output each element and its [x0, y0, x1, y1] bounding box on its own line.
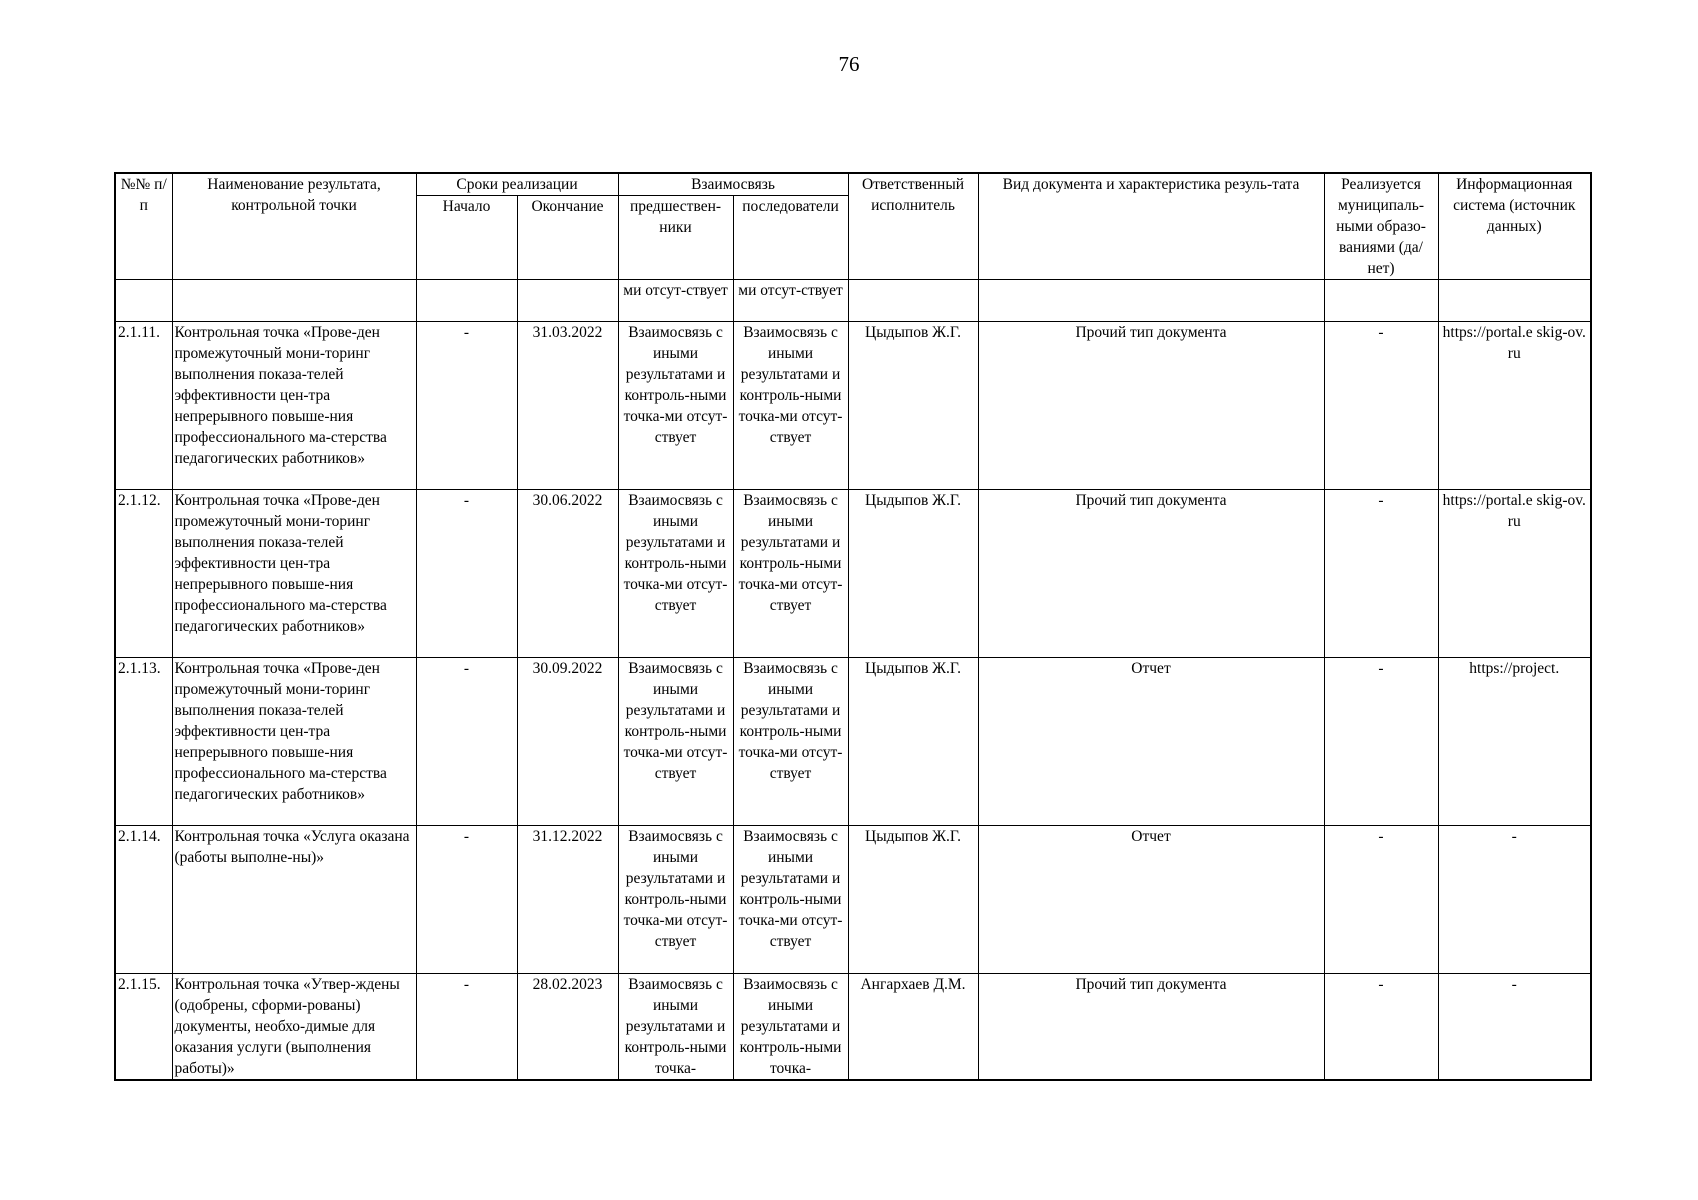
- header-terms: Сроки реализации: [416, 173, 618, 196]
- row-start: -: [416, 974, 517, 1081]
- row-name: Контрольная точка «Утвер-ждены (одобрены, сформи-рованы) документы, необхо-димые для оказания услуги (выполнения работы)»: [172, 974, 416, 1081]
- header-start: Начало: [416, 196, 517, 280]
- row-info-system: https://project.: [1438, 658, 1591, 826]
- row-doc-type: Прочий тип документа: [978, 322, 1324, 490]
- header-row-1: [115, 173, 1591, 196]
- table-row: [115, 658, 1591, 826]
- row-doc-type: Отчет: [978, 826, 1324, 974]
- row-num: 2.1.15.: [115, 974, 172, 1081]
- row-end: 30.06.2022: [517, 490, 618, 658]
- row-successors: Взаимосвязь с иными результатами и контроль-ными точка-ми отсут-ствует: [733, 490, 848, 658]
- row-successors: Взаимосвязь с иными результатами и контроль-ными точка-: [733, 974, 848, 1081]
- row-name: Контрольная точка «Прове-ден промежуточный мони-торинг выполнения показа-телей эффективности цен-тра непрерывного повыше-ния профессионального ма-стерства педагогических работников»: [172, 490, 416, 658]
- header-end: Окончание: [517, 196, 618, 280]
- header-responsible: Ответственный исполнитель: [848, 173, 978, 280]
- row-municipal: -: [1324, 826, 1438, 974]
- header-name: Наименование результата, контрольной точки: [172, 173, 416, 280]
- row-municipal: -: [1324, 658, 1438, 826]
- continuation-row: [115, 280, 1591, 322]
- page-number: 76: [838, 52, 860, 76]
- row-num: 2.1.13.: [115, 658, 172, 826]
- row-name: Контрольная точка «Услуга оказана (работы выполне-ны)»: [172, 826, 416, 974]
- row-predecessors: Взаимосвязь с иными результатами и контроль-ными точка-ми отсут-ствует: [618, 490, 733, 658]
- row-info-system: https://portal.e skig-ov.ru: [1438, 490, 1591, 658]
- row-responsible: Цыдыпов Ж.Г.: [848, 826, 978, 974]
- row-end: 30.09.2022: [517, 658, 618, 826]
- continuation-successors: ми отсут-ствует: [733, 280, 848, 322]
- row-municipal: -: [1324, 490, 1438, 658]
- row-end: 31.03.2022: [517, 322, 618, 490]
- row-successors: Взаимосвязь с иными результатами и контроль-ными точка-ми отсут-ствует: [733, 658, 848, 826]
- header-doc-type: Вид документа и характеристика резуль-тата: [978, 173, 1324, 280]
- row-info-system: -: [1438, 974, 1591, 1081]
- row-doc-type: Прочий тип документа: [978, 974, 1324, 1081]
- row-successors: Взаимосвязь с иными результатами и контроль-ными точка-ми отсут-ствует: [733, 322, 848, 490]
- header-num: №№ п/п: [115, 173, 172, 280]
- row-end: 28.02.2023: [517, 974, 618, 1081]
- table-row: [115, 490, 1591, 658]
- row-successors: Взаимосвязь с иными результатами и контроль-ными точка-ми отсут-ствует: [733, 826, 848, 974]
- continuation-predecessors: ми отсут-ствует: [618, 280, 733, 322]
- table-row: [115, 826, 1591, 974]
- row-info-system: https://portal.e skig-ov.ru: [1438, 322, 1591, 490]
- row-doc-type: Отчет: [978, 658, 1324, 826]
- row-num: 2.1.11.: [115, 322, 172, 490]
- row-start: -: [416, 490, 517, 658]
- row-predecessors: Взаимосвязь с иными результатами и контроль-ными точка-ми отсут-ствует: [618, 826, 733, 974]
- row-responsible: Ангархаев Д.М.: [848, 974, 978, 1081]
- row-start: -: [416, 322, 517, 490]
- row-num: 2.1.12.: [115, 490, 172, 658]
- header-info-system: Информационная система (источник данных): [1438, 173, 1591, 280]
- row-municipal: -: [1324, 974, 1438, 1081]
- row-responsible: Цыдыпов Ж.Г.: [848, 490, 978, 658]
- row-doc-type: Прочий тип документа: [978, 490, 1324, 658]
- row-info-system: -: [1438, 826, 1591, 974]
- row-name: Контрольная точка «Прове-ден промежуточный мони-торинг выполнения показа-телей эффективности цен-тра непрерывного повыше-ния профессионального ма-стерства педагогических работников»: [172, 658, 416, 826]
- header-predecessors: предшествен-ники: [618, 196, 733, 280]
- row-start: -: [416, 826, 517, 974]
- row-predecessors: Взаимосвязь с иными результатами и контроль-ными точка-ми отсут-ствует: [618, 322, 733, 490]
- table-row: [115, 974, 1591, 1081]
- header-relation: Взаимосвязь: [618, 173, 848, 196]
- header-successors: последователи: [733, 196, 848, 280]
- row-predecessors: Взаимосвязь с иными результатами и контроль-ными точка-ми отсут-ствует: [618, 658, 733, 826]
- row-municipal: -: [1324, 322, 1438, 490]
- row-responsible: Цыдыпов Ж.Г.: [848, 658, 978, 826]
- row-end: 31.12.2022: [517, 826, 618, 974]
- row-responsible: Цыдыпов Ж.Г.: [848, 322, 978, 490]
- row-name: Контрольная точка «Прове-ден промежуточный мони-торинг выполнения показа-телей эффективности цен-тра непрерывного повыше-ния профессионального ма-стерства педагогических работников»: [172, 322, 416, 490]
- results-table: [114, 172, 1592, 1081]
- row-num: 2.1.14.: [115, 826, 172, 974]
- header-municipal: Реализуется муниципаль-ными образо-ваниями (да/нет): [1324, 173, 1438, 280]
- row-start: -: [416, 658, 517, 826]
- row-predecessors: Взаимосвязь с иными результатами и контроль-ными точка-: [618, 974, 733, 1081]
- table-row: [115, 322, 1591, 490]
